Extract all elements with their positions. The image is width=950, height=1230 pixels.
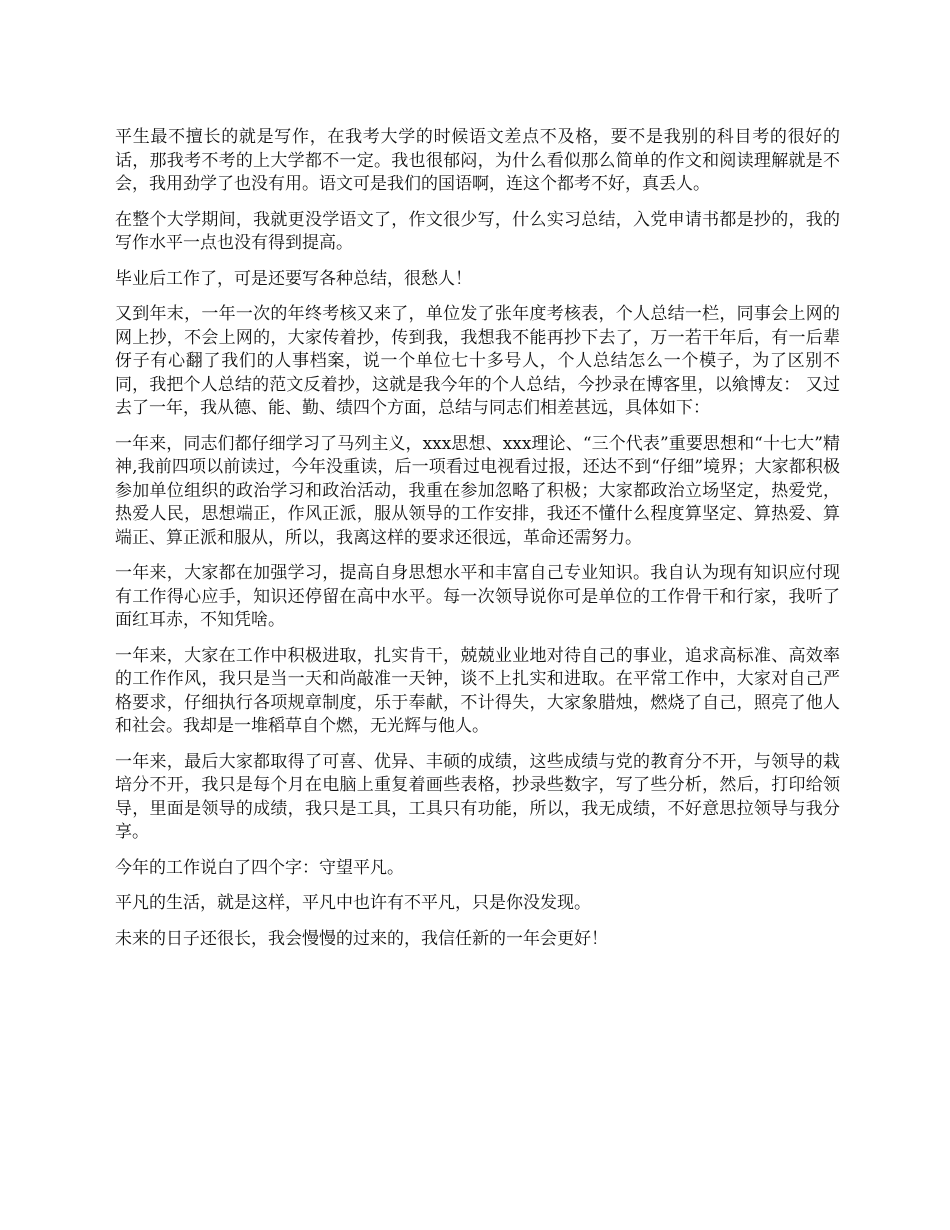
paragraph: 未来的日子还很长，我会慢慢的过来的，我信任新的一年会更好！	[115, 928, 608, 949]
paragraph: 平凡的生活，就是这样，平凡中也许有不平凡，只是你没发现。	[115, 893, 591, 913]
paragraph: 又到年末，一年一次的年终考核又来了，单位发了张年度考核表，个人总结一栏，同事会上网的网上抄，不会上网的，大家传着抄，传到我，我想我不能再抄下去了，万一若干年后，有一后辈伢子有心翻了我们的人事档案，说一个单位七十多号人，个人总结怎么一个模子，为了区别不同，我把个人总结的范文反着抄，这就是我今年的个人总结，今抄录在博客里，以飨博友： 又过去了一年，我从德、能、勤、绩四个方面，总结与同志们相差甚远，具体如下：	[115, 304, 840, 418]
document-body	[115, 126, 840, 963]
paragraph: 今年的工作说白了四个字：守望平凡。	[115, 857, 404, 878]
paragraph: 在整个大学期间，我就更没学语文了，作文很少写，什么实习总结，入党申请书都是抄的，我的写作水平一点也没有得到提高。	[115, 209, 840, 253]
paragraph: 一年来，大家都在加强学习，提高自身思想水平和丰富自己专业知识。我自认为现有知识应付现有工作得心应手，知识还停留在高中水平。每一次领导说你可是单位的工作骨干和行家，我听了面红耳赤，不知凭啥。	[115, 563, 840, 630]
paragraph: 毕业后工作了，可是还要写各种总结，很愁人！	[115, 268, 472, 289]
paragraph: 平生最不擅长的就是写作，在我考大学的时候语文差点不及格，要不是我别的科目考的很好的话，那我考不考的上大学都不一定。我也很郁闷，为什么看似那么简单的作文和阅读理解就是不会，我用劲学了也没有用。语文可是我们的国语啊，连这个都考不好，真丢人。	[115, 127, 840, 194]
paragraph: 一年来，同志们都仔细学习了马列主义，xxx思想、xxx理论、“三个代表”重要思想和“十七大”精神,我前四项以前读过，今年没重读，后一项看过电视看过报，还达不到“仔细”境界；大家都积极参加单位组织的政治学习和政治活动，我重在参加忽略了积极；大家都政治立场坚定，热爱党，热爱人民，思想端正，作风正派，服从领导的工作安排，我还不懂什么程度算坚定、算热爱、算端正、算正派和服从，所以，我离这样的要求还很远，革命还需努力。	[115, 433, 840, 548]
paragraph: 一年来，最后大家都取得了可喜、优异、丰硕的成绩，这些成绩与党的教育分不开，与领导的栽培分不开，我只是每个月在电脑上重复着画些表格，抄录些数字，写了些分析，然后，打印给领导，里面是领导的成绩，我只是工具，工具只有功能，所以，我无成绩，不好意思拉领导与我分享。	[115, 751, 840, 842]
paragraph: 一年来，大家在工作中积极进取，扎实肯干，兢兢业业地对待自己的事业，追求高标准、高效率的工作作风，我只是当一天和尚敲准一天钟，谈不上扎实和进取。在平常工作中，大家对自己严格要求，仔细执行各项规章制度，乐于奉献，不计得失，大家象腊烛，燃烧了自己，照亮了他人和社会。我却是一堆稻草自个燃，无光辉与他人。	[115, 645, 840, 736]
